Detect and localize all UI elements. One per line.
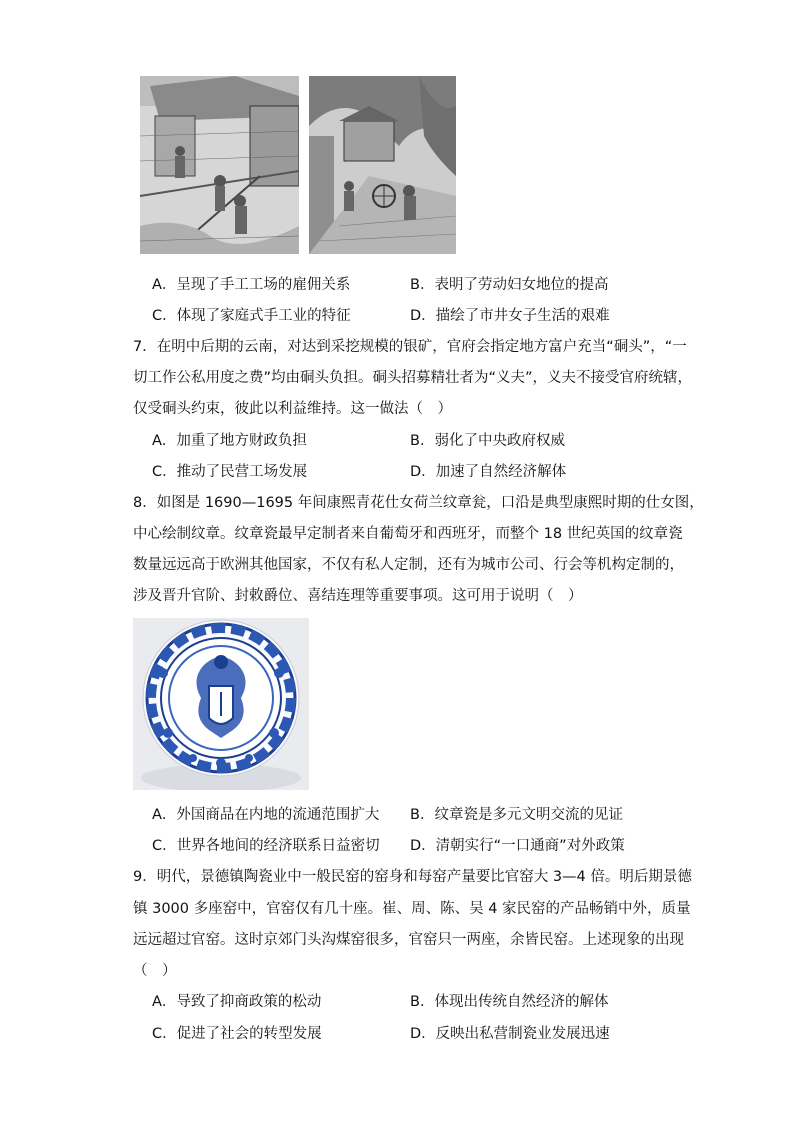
woodcut-illustration-left bbox=[140, 76, 299, 254]
q9-stem-line-4: （ ） bbox=[133, 963, 177, 979]
porcelain-plate-drawing bbox=[133, 618, 309, 790]
q8-option-a: A．外国商品在内地的流通范围扩大 bbox=[152, 807, 380, 823]
woodcut-illustration-right bbox=[309, 76, 456, 254]
q7-stem-line-3: 仅受硐头约束，彼此以利益维持。这一做法（ ） bbox=[133, 401, 452, 417]
q6-option-c: C．体现了家庭式手工业的特征 bbox=[152, 308, 351, 324]
q7-option-c: C．推动了民营工场发展 bbox=[152, 464, 308, 480]
q9-stem-line-3: 远远超过官窑。这时京郊门头沟煤窑很多，官窑只一两座，余皆民窑。上述现象的出现 bbox=[133, 932, 684, 948]
q9-option-b: B．体现出传统自然经济的解体 bbox=[410, 994, 609, 1010]
q9-option-c: C．促进了社会的转型发展 bbox=[152, 1026, 322, 1042]
porcelain-plate-image bbox=[133, 618, 309, 790]
q8-stem-line-2: 中心绘制纹章。纹章瓷最早定制者来自葡萄牙和西班牙，而整个 18 世纪英国的纹章瓷 bbox=[133, 526, 683, 542]
q8-option-b: B．纹章瓷是多元文明交流的见证 bbox=[410, 807, 623, 823]
q7-option-b: B．弱化了中央政府权威 bbox=[410, 433, 565, 449]
q8-option-d: D．清朝实行“一口通商”对外政策 bbox=[410, 838, 625, 854]
q9-stem-line-2: 镇 3000 多座窑中，官窑仅有几十座。崔、周、陈、吴 4 家民窑的产品畅销中外，质量 bbox=[133, 901, 691, 917]
q7-stem-line-1: 7．在明中后期的云南，对达到采挖规模的银矿，官府会指定地方富户充当“硐头”，“一 bbox=[133, 339, 687, 355]
q7-option-d: D．加速了自然经济解体 bbox=[410, 464, 567, 480]
woodcut-right-drawing bbox=[309, 76, 456, 254]
q8-stem-line-3: 数量远远高于欧洲其他国家，不仅有私人定制，还有为城市公司、行会等机构定制的， bbox=[133, 557, 684, 573]
q6-option-b: B．表明了劳动妇女地位的提高 bbox=[410, 277, 609, 293]
q7-option-a: A．加重了地方财政负担 bbox=[152, 433, 307, 449]
q8-stem-line-1: 8．如图是 1690—1695 年间康熙青花仕女荷兰纹章瓮，口沿是典型康熙时期的仕女图， bbox=[133, 495, 704, 511]
q8-option-c: C．世界各地间的经济联系日益密切 bbox=[152, 838, 380, 854]
q9-stem-line-1: 9．明代，景德镇陶瓷业中一般民窑的窑身和每窑产量要比官窑大 3—4 倍。明后期景德 bbox=[133, 869, 692, 885]
q8-stem-line-4: 涉及晋升官阶、封敕爵位、喜结连理等重要事项。这可用于说明（ ） bbox=[133, 588, 583, 604]
q9-option-a: A．导致了抑商政策的松动 bbox=[152, 994, 322, 1010]
q6-option-d: D．描绘了市井女子生活的艰难 bbox=[410, 308, 610, 324]
q9-option-d: D．反映出私营制瓷业发展迅速 bbox=[410, 1026, 610, 1042]
woodcut-left-drawing bbox=[140, 76, 299, 254]
q7-stem-line-2: 切工作公私用度之费”均由硐头负担。硐头招募精壮者为“义夫”，义夫不接受官府统辖， bbox=[133, 370, 693, 386]
q6-option-a: A．呈现了手工工场的雇佣关系 bbox=[152, 277, 351, 293]
